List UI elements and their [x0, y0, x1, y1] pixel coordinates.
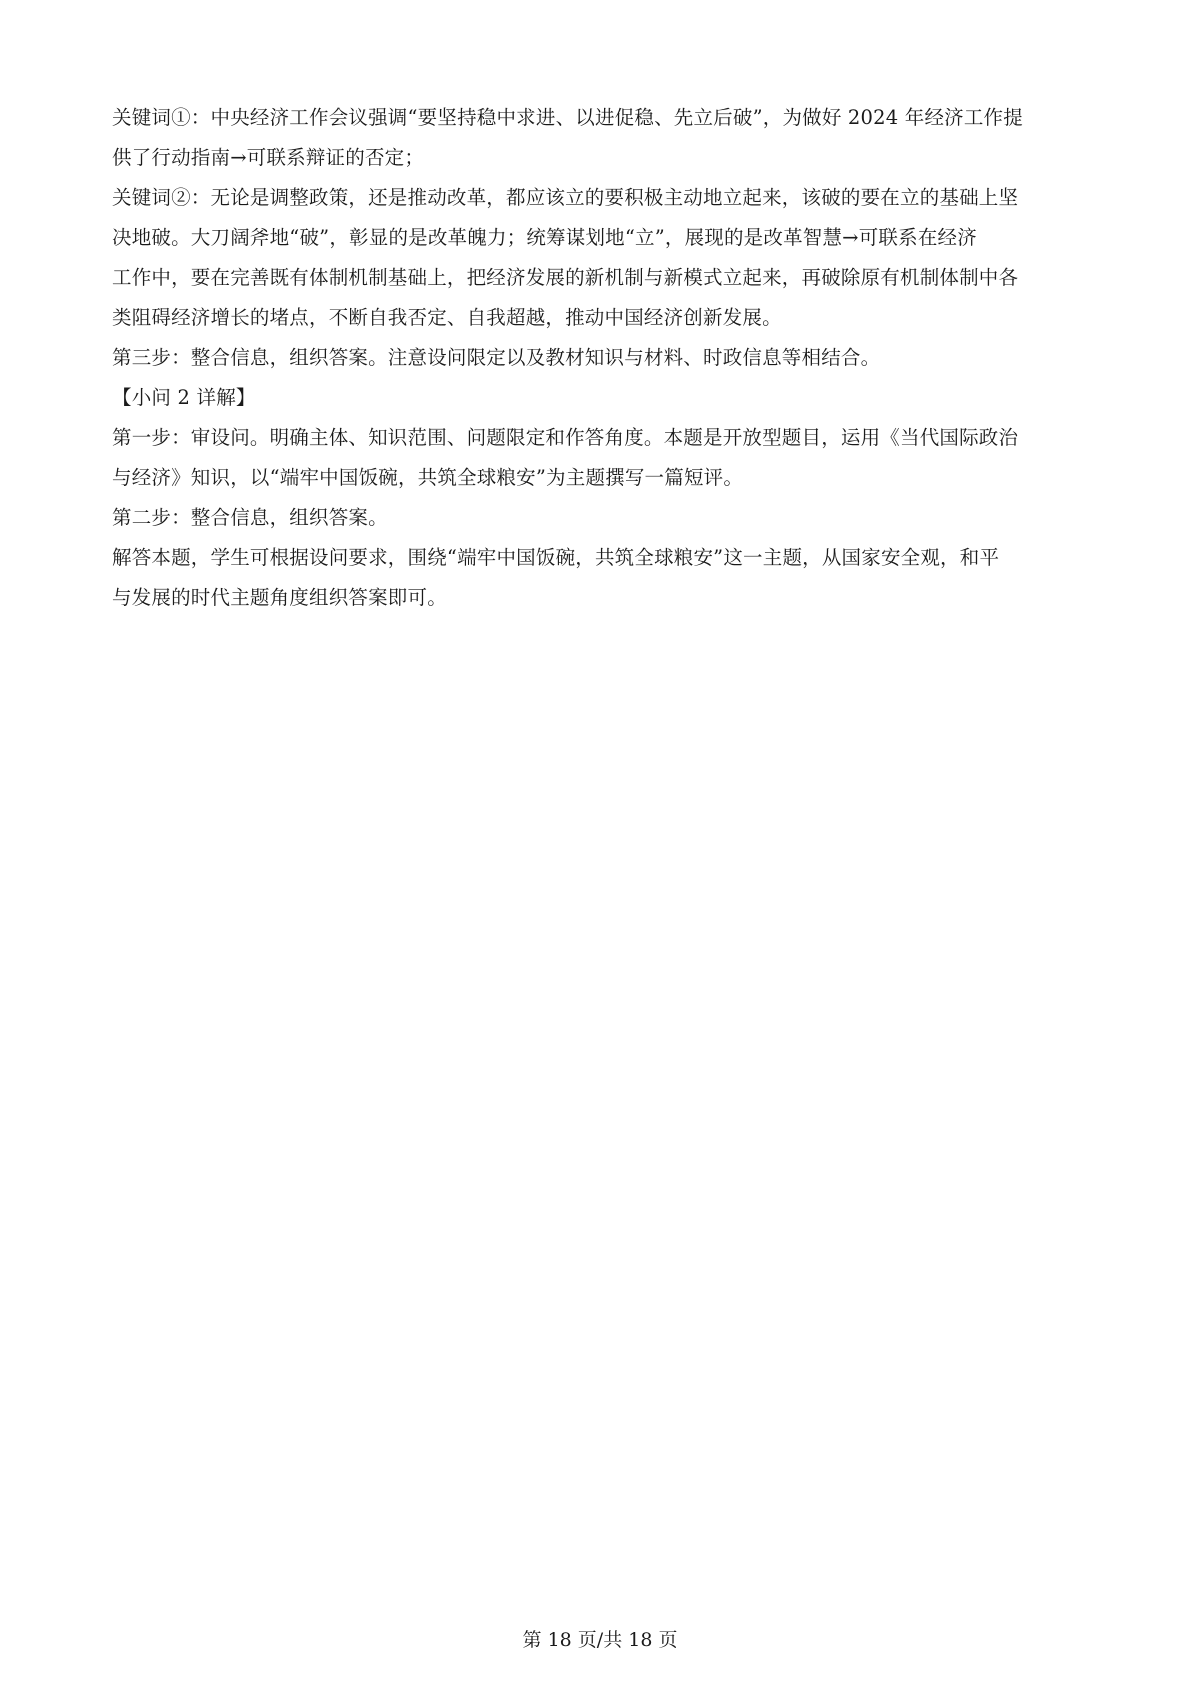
document-body — [112, 98, 1097, 618]
text-line: 关键词①：中央经济工作会议强调“要坚持稳中求进、以进促稳、先立后破”，为做好 2024 年经济工作提 — [112, 106, 1023, 129]
paragraph-keyword-2 — [112, 178, 1097, 338]
paragraph-keyword-1 — [112, 98, 1097, 178]
sub-question-2-heading — [112, 378, 1097, 418]
text-line: 关键词②：无论是调整政策，还是推动改革，都应该立的要积极主动地立起来，该破的要在立的基础上坚 — [112, 186, 1019, 209]
page-number: 第 18 页/共 18 页 — [522, 1629, 678, 1651]
text-line: 供了行动指南→可联系辩证的否定； — [112, 146, 425, 169]
paragraph-step-1 — [112, 418, 1097, 498]
paragraph-step-3 — [112, 338, 1097, 378]
paragraph-step-2 — [112, 498, 1097, 538]
text-line: 与经济》知识，以“端牢中国饭碗，共筑全球粮安”为主题撰写一篇短评。 — [112, 466, 744, 489]
text-line: 第二步：整合信息，组织答案。 — [112, 506, 388, 529]
text-line: 决地破。大刀阔斧地“破”，彰显的是改革魄力；统筹谋划地“立”，展现的是改革智慧→可联系在经济 — [112, 226, 977, 249]
text-line: 第一步：审设问。明确主体、知识范围、问题限定和作答角度。本题是开放型题目，运用《当代国际政治 — [112, 426, 1019, 449]
paragraph-answer — [112, 538, 1097, 618]
section-heading: 【小问 2 详解】 — [112, 386, 256, 409]
text-line: 与发展的时代主题角度组织答案即可。 — [112, 586, 447, 609]
text-line: 类阻碍经济增长的堵点，不断自我否定、自我超越，推动中国经济创新发展。 — [112, 306, 782, 329]
text-line: 工作中，要在完善既有体制机制基础上，把经济发展的新机制与新模式立起来，再破除原有机制体制中各 — [112, 266, 1019, 289]
text-line: 解答本题，学生可根据设问要求，围绕“端牢中国饭碗，共筑全球粮安”这一主题，从国家安全观，和平 — [112, 546, 1000, 569]
text-line: 第三步：整合信息，组织答案。注意设问限定以及教材知识与材料、时政信息等相结合。 — [112, 346, 881, 369]
